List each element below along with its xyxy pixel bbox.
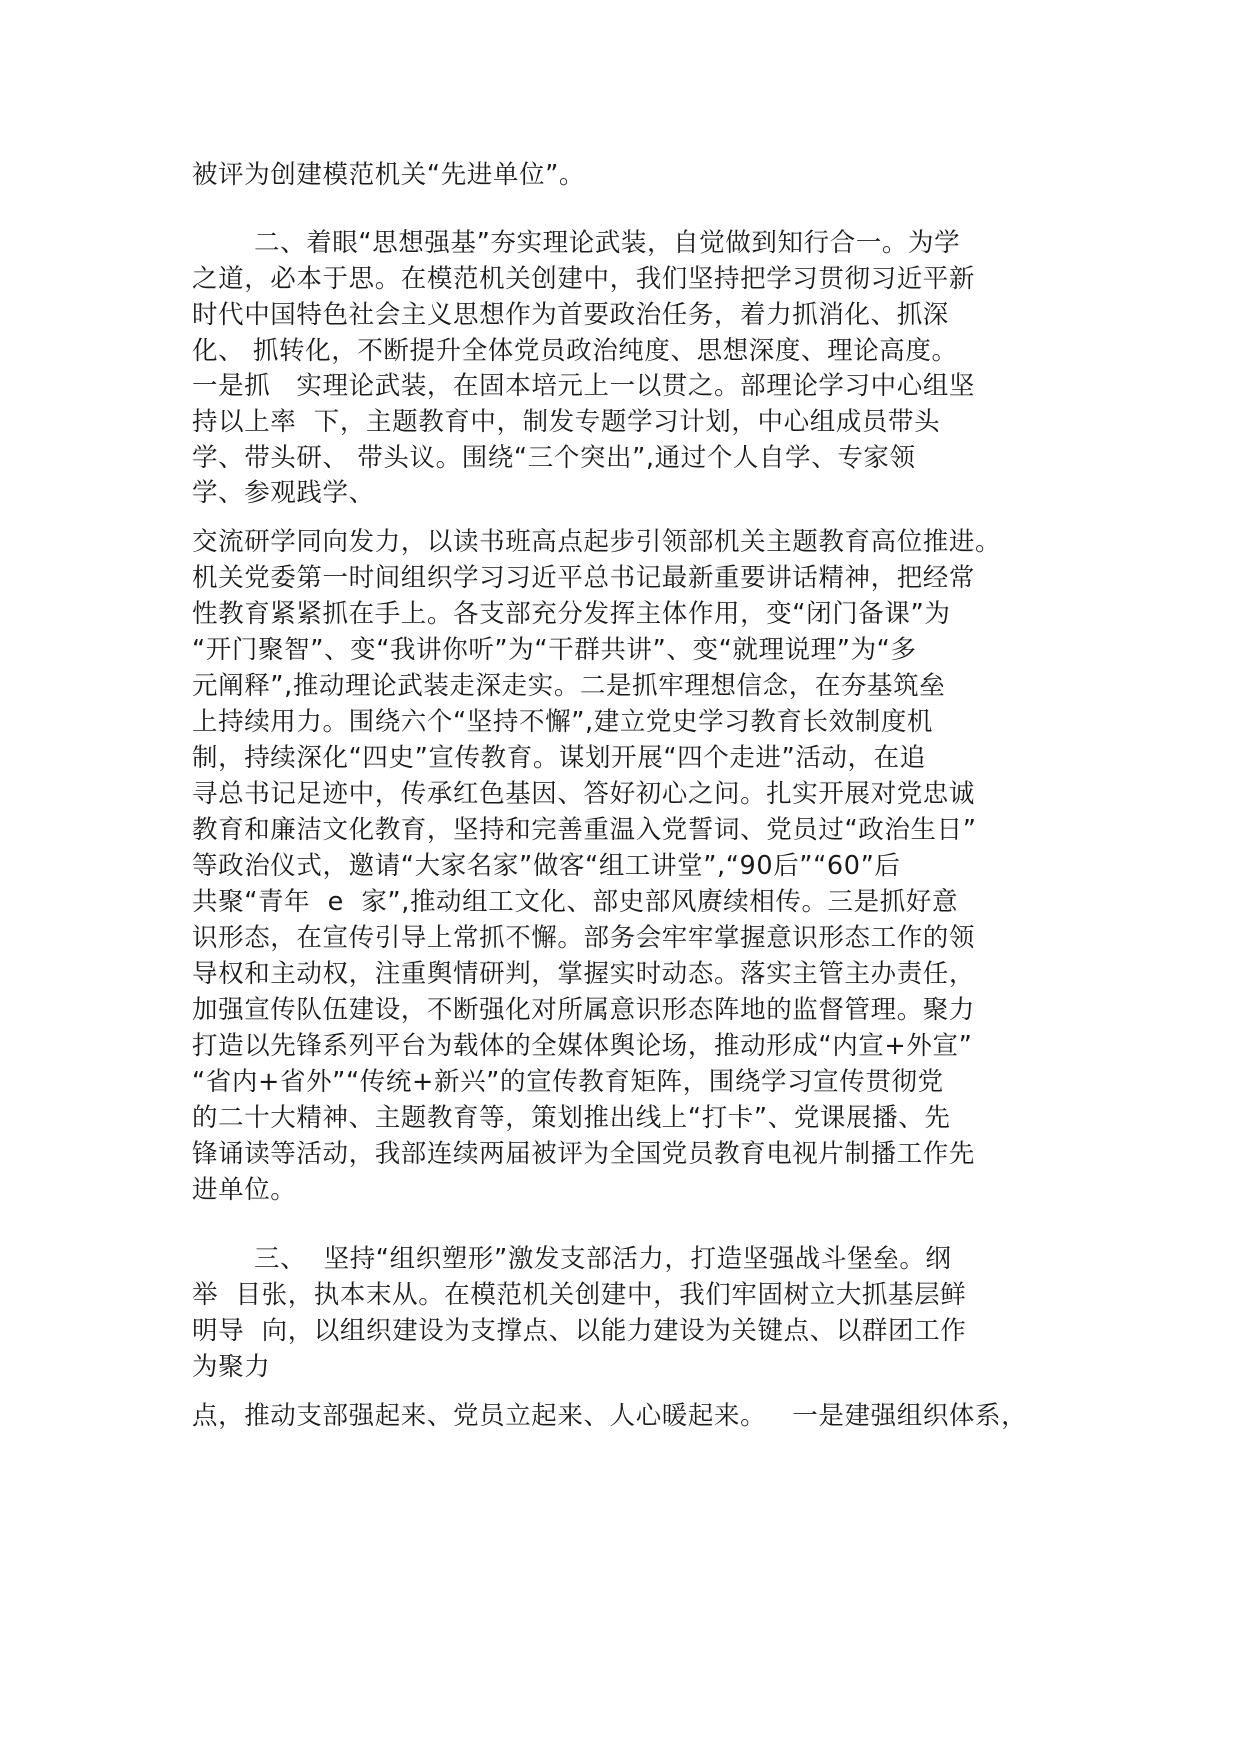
text-line: 化、 抓转化，不断提升全体党员政治纯度、思想深度、理论高度。 (192, 336, 958, 366)
text-line: 持以上率 下，主题教育中，制发专题学习计划，中心组成员带头 (192, 407, 941, 437)
text-line: 共聚“青年 e 家”,推动组工文化、部史部风赓续相传。三是抓好意 (192, 887, 959, 917)
text-line: 教育和廉洁文化教育，坚持和完善重温入党誓词、党员过“政治生日” (192, 815, 977, 845)
text-line: 学、带头研、 带头议。围绕“三个突出”,通过个人自学、专家领 (192, 443, 916, 473)
text-line: 上持续用力。围绕六个“坚持不懈”,建立党史学习教育长效制度机 (192, 707, 934, 737)
text-line: 识形态，在宣传引导上常抓不懈。部务会牢牢掌握意识形态工作的领 (192, 923, 976, 953)
text-line: 制，持续深化“四史”宣传教育。谋划开展“四个走进”活动，在追 (192, 743, 926, 773)
paragraph-2-first-line: 二、着眼“思想强基”夯实理论武装，自觉做到知行合一。为学 (254, 228, 961, 258)
text-line: “省内+省外”“传统+新兴”的宣传教育矩阵，围绕学习宣传贯彻党 (192, 1067, 944, 1097)
text-line: 打造以先锋系列平台为载体的全媒体舆论场，推动形成“内宣+外宣” (192, 1031, 973, 1061)
text-line: 学、参观践学、 (192, 478, 375, 508)
text-line: 的二十大精神、主题教育等，策划推出线上“打卡”、党课展播、先 (192, 1103, 951, 1133)
text-line: 机关党委第一时间组织学习习近平总书记最新重要讲话精神，把经常 (192, 563, 976, 593)
text-line: 被评为创建模范机关“先进单位”。 (192, 160, 586, 190)
text-line: 时代中国特色社会主义思想作为首要政治任务，着力抓消化、抓深 (192, 300, 949, 330)
text-line: 锋诵读等活动，我部连续两届被评为全国党员教育电视片制播工作先 (192, 1139, 976, 1169)
text-line: “开门聚智”、变“我讲你听”为“干群共讲”、变“就理说理”为“多 (192, 635, 917, 665)
text-line: 等政治仪式，邀请“大家名家”做客“组工讲堂”,“90后”“60”后 (192, 851, 901, 881)
text-line: 明导 向，以组织建设为支撑点、以能力建设为关键点、以群团工作 (192, 1316, 967, 1346)
text-line: 寻总书记足迹中，传承红色基因、答好初心之问。扎实开展对党忠诚 (192, 779, 976, 809)
text-line: 举 目张，执本末从。在模范机关创建中，我们牢固树立大抓基层鲜 (192, 1280, 967, 1310)
text-line: 导权和主动权，注重舆情研判，掌握实时动态。落实主管主办责任， (192, 959, 976, 989)
text-line: 一是抓 实理论武装，在固本培元上一以贯之。部理论学习中心组坚 (192, 371, 976, 401)
text-line: 交流研学同向发力，以读书班高点起步引领部机关主题教育高位推进。 (192, 527, 1002, 557)
text-line: 之道，必本于思。在模范机关创建中，我们坚持把学习贯彻习近平新 (192, 264, 976, 294)
text-line: 元阐释”,推动理论武装走深走实。二是抓牢理想信念，在夯基筑垒 (192, 671, 946, 701)
text-line: 性教育紧紧抓在手上。各支部充分发挥主体作用，变“闭门备课”为 (192, 599, 951, 629)
text-line: 进单位。 (192, 1175, 297, 1205)
paragraph-3-first-line: 三、 坚持“组织塑形”激发支部活力，打造坚强战斗堡垒。纲 (254, 1244, 952, 1274)
text-line: 加强宣传队伍建设，不断强化对所属意识形态阵地的监督管理。聚力 (192, 995, 976, 1025)
text-line: 为聚力 (192, 1352, 271, 1382)
text-line: 点，推动支部强起来、党员立起来、人心暖起来。 一是建强组织体系， (192, 1401, 1028, 1431)
